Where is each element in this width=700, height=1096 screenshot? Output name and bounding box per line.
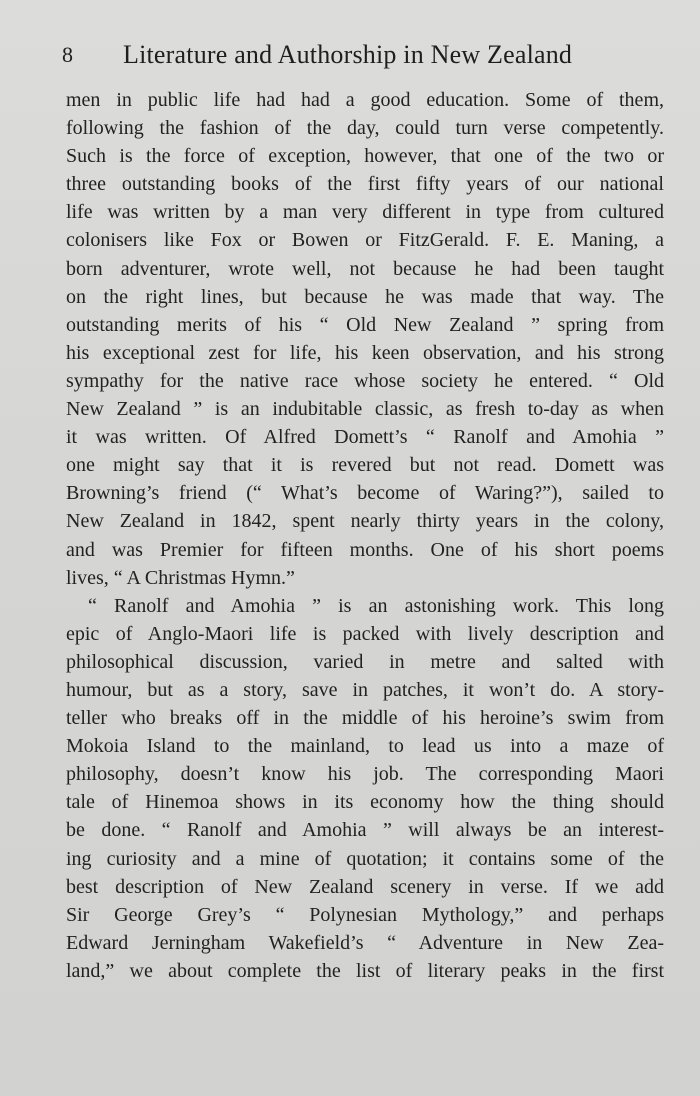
text-line: outstanding merits of his “ Old New Zealand ” spring from [66, 313, 664, 336]
text-line: Such is the force of exception, however, that one of the two or [66, 145, 664, 168]
text-line: colonisers like Fox or Bowen or FitzGerald. F. E. Maning, a [66, 229, 664, 252]
text-line: his exceptional zest for life, his keen observation, and his strong [66, 341, 664, 364]
text-line: teller who breaks off in the middle of his heroine’s swim from [66, 707, 664, 730]
text-line: Mokoia Island to the mainland, to lead us into a maze of [66, 735, 664, 758]
paragraph-first-line: “ Ranolf and Amohia ” is an astonishing work. This long [88, 594, 664, 617]
text-line: humour, but as a story, save in patches, it won’t do. A story- [66, 678, 664, 701]
text-line: life was written by a man very different in type from cultured [66, 201, 664, 224]
body-text [66, 86, 664, 985]
text-line: land,” we about complete the list of literary peaks in the first [66, 959, 664, 982]
text-line: philosophy, doesn’t know his job. The corresponding Maori [66, 763, 664, 786]
text-line: New Zealand ” is an indubitable classic, as fresh to-day as when [66, 398, 664, 421]
text-line: philosophical discussion, varied in metre and salted with [66, 650, 664, 673]
text-line: Edward Jerningham Wakefield’s “ Adventure in New Zea- [66, 931, 664, 954]
text-line: tale of Hinemoa shows in its economy how the thing should [66, 791, 664, 814]
text-line: ing curiosity and a mine of quotation; it contains some of the [66, 847, 664, 870]
text-line: born adventurer, wrote well, not because he had been taught [66, 257, 664, 280]
page-number: 8 [62, 42, 73, 67]
paragraph-last-line: lives, “ A Christmas Hymn.” [66, 566, 295, 589]
running-title: Literature and Authorship in New Zealand [123, 40, 573, 69]
text-line: men in public life had had a good education. Some of them, [66, 89, 664, 111]
text-line: Browning’s friend (“ What’s become of Waring?”), sailed to [66, 482, 664, 505]
page-header [62, 40, 622, 80]
text-line: sympathy for the native race whose society he entered. “ Old [66, 369, 664, 392]
text-line: on the right lines, but because he was made that way. The [66, 285, 664, 308]
text-line: it was written. Of Alfred Domett’s “ Ranolf and Amohia ” [66, 426, 664, 449]
text-line: and was Premier for fifteen months. One of his short poems [66, 538, 664, 561]
text-line: be done. “ Ranolf and Amohia ” will always be an interest- [66, 819, 664, 842]
text-line: epic of Anglo-Maori life is packed with lively description and [66, 622, 664, 645]
text-line: New Zealand in 1842, spent nearly thirty years in the colony, [66, 510, 664, 533]
text-line: Sir George Grey’s “ Polynesian Mythology,” and perhaps [66, 903, 664, 926]
text-line: following the fashion of the day, could turn verse competently. [66, 117, 664, 140]
text-line: one might say that it is revered but not read. Domett was [66, 454, 664, 477]
text-line: three outstanding books of the first fifty years of our national [66, 173, 664, 196]
text-line: best description of New Zealand scenery in verse. If we add [66, 875, 664, 898]
